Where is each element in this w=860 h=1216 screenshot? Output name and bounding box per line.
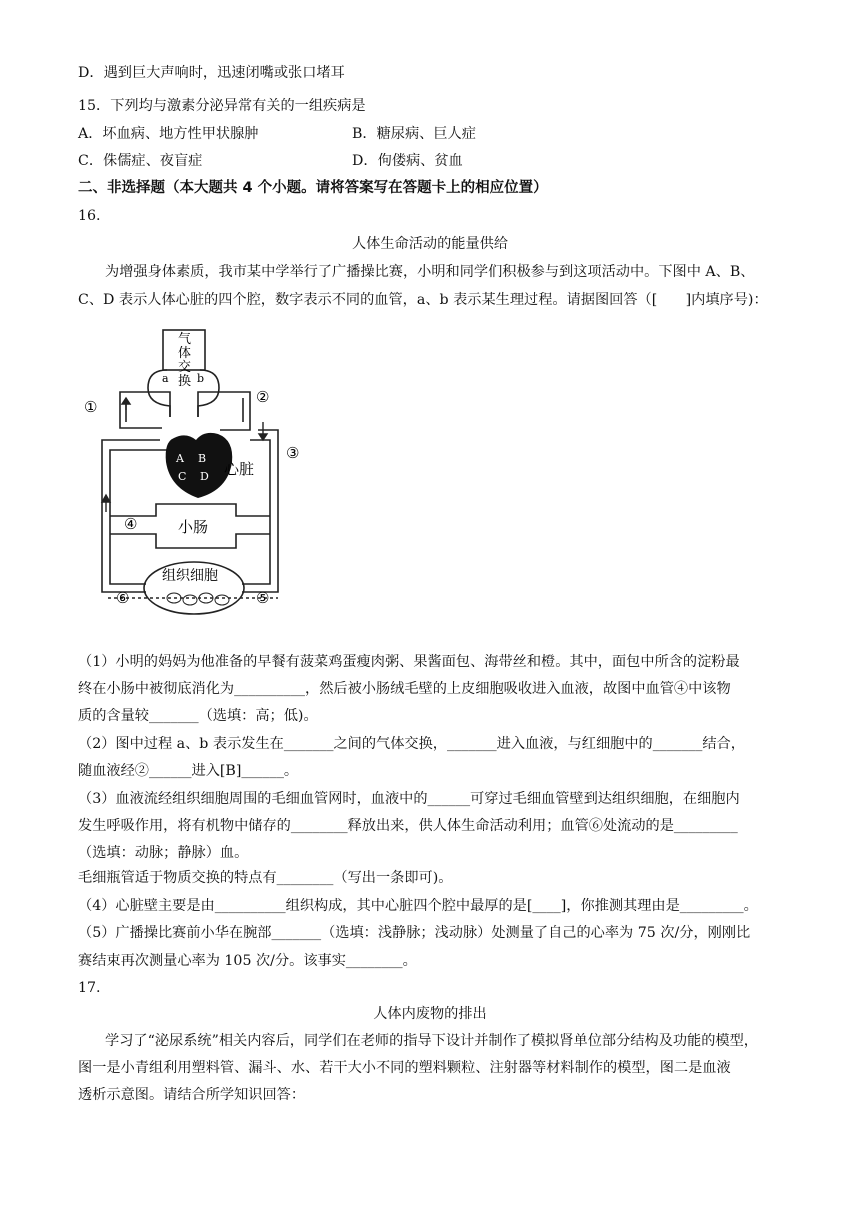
vessel-4: ④ — [124, 515, 138, 533]
gas-char-3: 交 — [178, 360, 192, 375]
q17-intro-line1: 学习了“泌尿系统”相关内容后，同学们在老师的指导下设计并制作了模拟肾单位部分结构及功能的模型， — [105, 1033, 758, 1049]
gas-char-2: 体 — [178, 346, 192, 361]
q16-intro-line2: C、D 表示人体心脏的四个腔，数字表示不同的血管，a、b 表示某生理过程。请据图回答（[ ]内填序号)： — [78, 292, 768, 308]
q15-option-c: C．侏儒症、夜盲症 — [78, 153, 203, 169]
vessel-3: ③ — [286, 444, 300, 462]
q16-p3-line3: （选填：动脉；静脉）血。 — [78, 845, 249, 861]
vessel-5: ⑤ — [256, 589, 270, 607]
q16-p1-line1: （1）小明的妈妈为他准备的早餐有菠菜鸡蛋瘦肉粥、果酱面包、海带丝和橙。其中，面包中所含的淀粉最 — [78, 654, 740, 670]
label-b: b — [197, 372, 205, 385]
q16-p5-line1: （5）广播操比赛前小华在腕部_______（选填：浅静脉；浅动脉）处测量了自己的心率为 75 次/分，刚刚比 — [78, 925, 751, 941]
q16-p3-line2: 发生呼吸作用，将有机物中储存的________释放出来，供人体生命活动利用；血管⑥处流动的是_________ — [78, 818, 738, 834]
q14-option-d: D．遇到巨大声响时，迅速闭嘴或张口堵耳 — [78, 65, 345, 81]
vessel-1: ① — [84, 398, 98, 416]
q17-title: 人体内废物的排出 — [373, 1006, 487, 1022]
q16-title: 人体生命活动的能量供给 — [351, 236, 509, 252]
section-heading: 二、非选择题（本大题共 4 个小题。请将答案写在答题卡上的相应位置） — [78, 180, 548, 196]
q16-p2-line2: 随血液经②______进入[B]______。 — [78, 763, 299, 779]
q17-intro-line3: 透析示意图。请结合所学知识回答： — [78, 1087, 306, 1103]
heart-shape — [166, 433, 233, 498]
vessel-6: ⑥ — [116, 589, 130, 607]
q15-option-a: A．坏血病、地方性甲状腺肿 — [78, 126, 259, 142]
heart-label: 心脏 — [224, 460, 255, 478]
q16-p1-line3: 质的含量较_______（选填：高；低)。 — [78, 708, 318, 724]
q16-p2-line1: （2）图中过程 a、b 表示发生在_______之间的气体交换，_______进入血液，与红细胞中的_______结合， — [78, 736, 745, 752]
gas-char-1: 气 — [178, 332, 192, 347]
chamber-d: D — [200, 470, 209, 483]
q16-intro-line1: 为增强身体素质，我市某中学举行了广播操比赛，小明和同学们积极参与到这项活动中。下图中 A、B、 — [105, 264, 755, 280]
q17-intro-line2: 图一是小青组利用塑料管、漏斗、水、若干大小不同的塑料颗粒、注射器等材料制作的模型，图二是血液 — [78, 1060, 731, 1076]
q16-number: 16. — [78, 208, 101, 224]
q16-p5-line2: 赛结束再次测量心率为 105 次/分。该事实________。 — [78, 953, 417, 969]
q16-p3-line4: 毛细瓶管适于物质交换的特点有________（写出一条即可)。 — [78, 870, 453, 886]
q17-number: 17. — [78, 980, 101, 996]
chamber-c: C — [178, 470, 187, 483]
intestine-label: 小肠 — [178, 518, 209, 536]
tissue-label: 组织细胞 — [162, 568, 218, 584]
q16-p3-line1: （3）血液流经组织细胞周围的毛细血管网时，血液中的______可穿过毛细血管壁到达组织细胞，在细胞内 — [78, 791, 740, 807]
vessel-2: ② — [256, 388, 270, 406]
gas-char-4: 换 — [178, 374, 192, 389]
q16-p4-line1: （4）心脏壁主要是由__________组织构成，其中心脏四个腔中最厚的是[____]，你推测其理由是_________。 — [78, 898, 758, 914]
q16-p1-line2: 终在小肠中被彻底消化为__________，然后被小肠绒毛壁的上皮细胞吸收进入血液，故图中血管④中该物 — [78, 681, 731, 697]
q15-stem: 15．下列均与激素分泌异常有关的一组疾病是 — [78, 98, 366, 114]
chamber-a: A — [176, 452, 184, 465]
q15-option-b: B．糖尿病、巨人症 — [352, 126, 476, 142]
q15-option-d: D．佝偻病、贫血 — [352, 153, 463, 169]
chamber-b: B — [198, 452, 207, 465]
label-a: a — [162, 372, 169, 385]
circulation-diagram — [78, 322, 318, 622]
